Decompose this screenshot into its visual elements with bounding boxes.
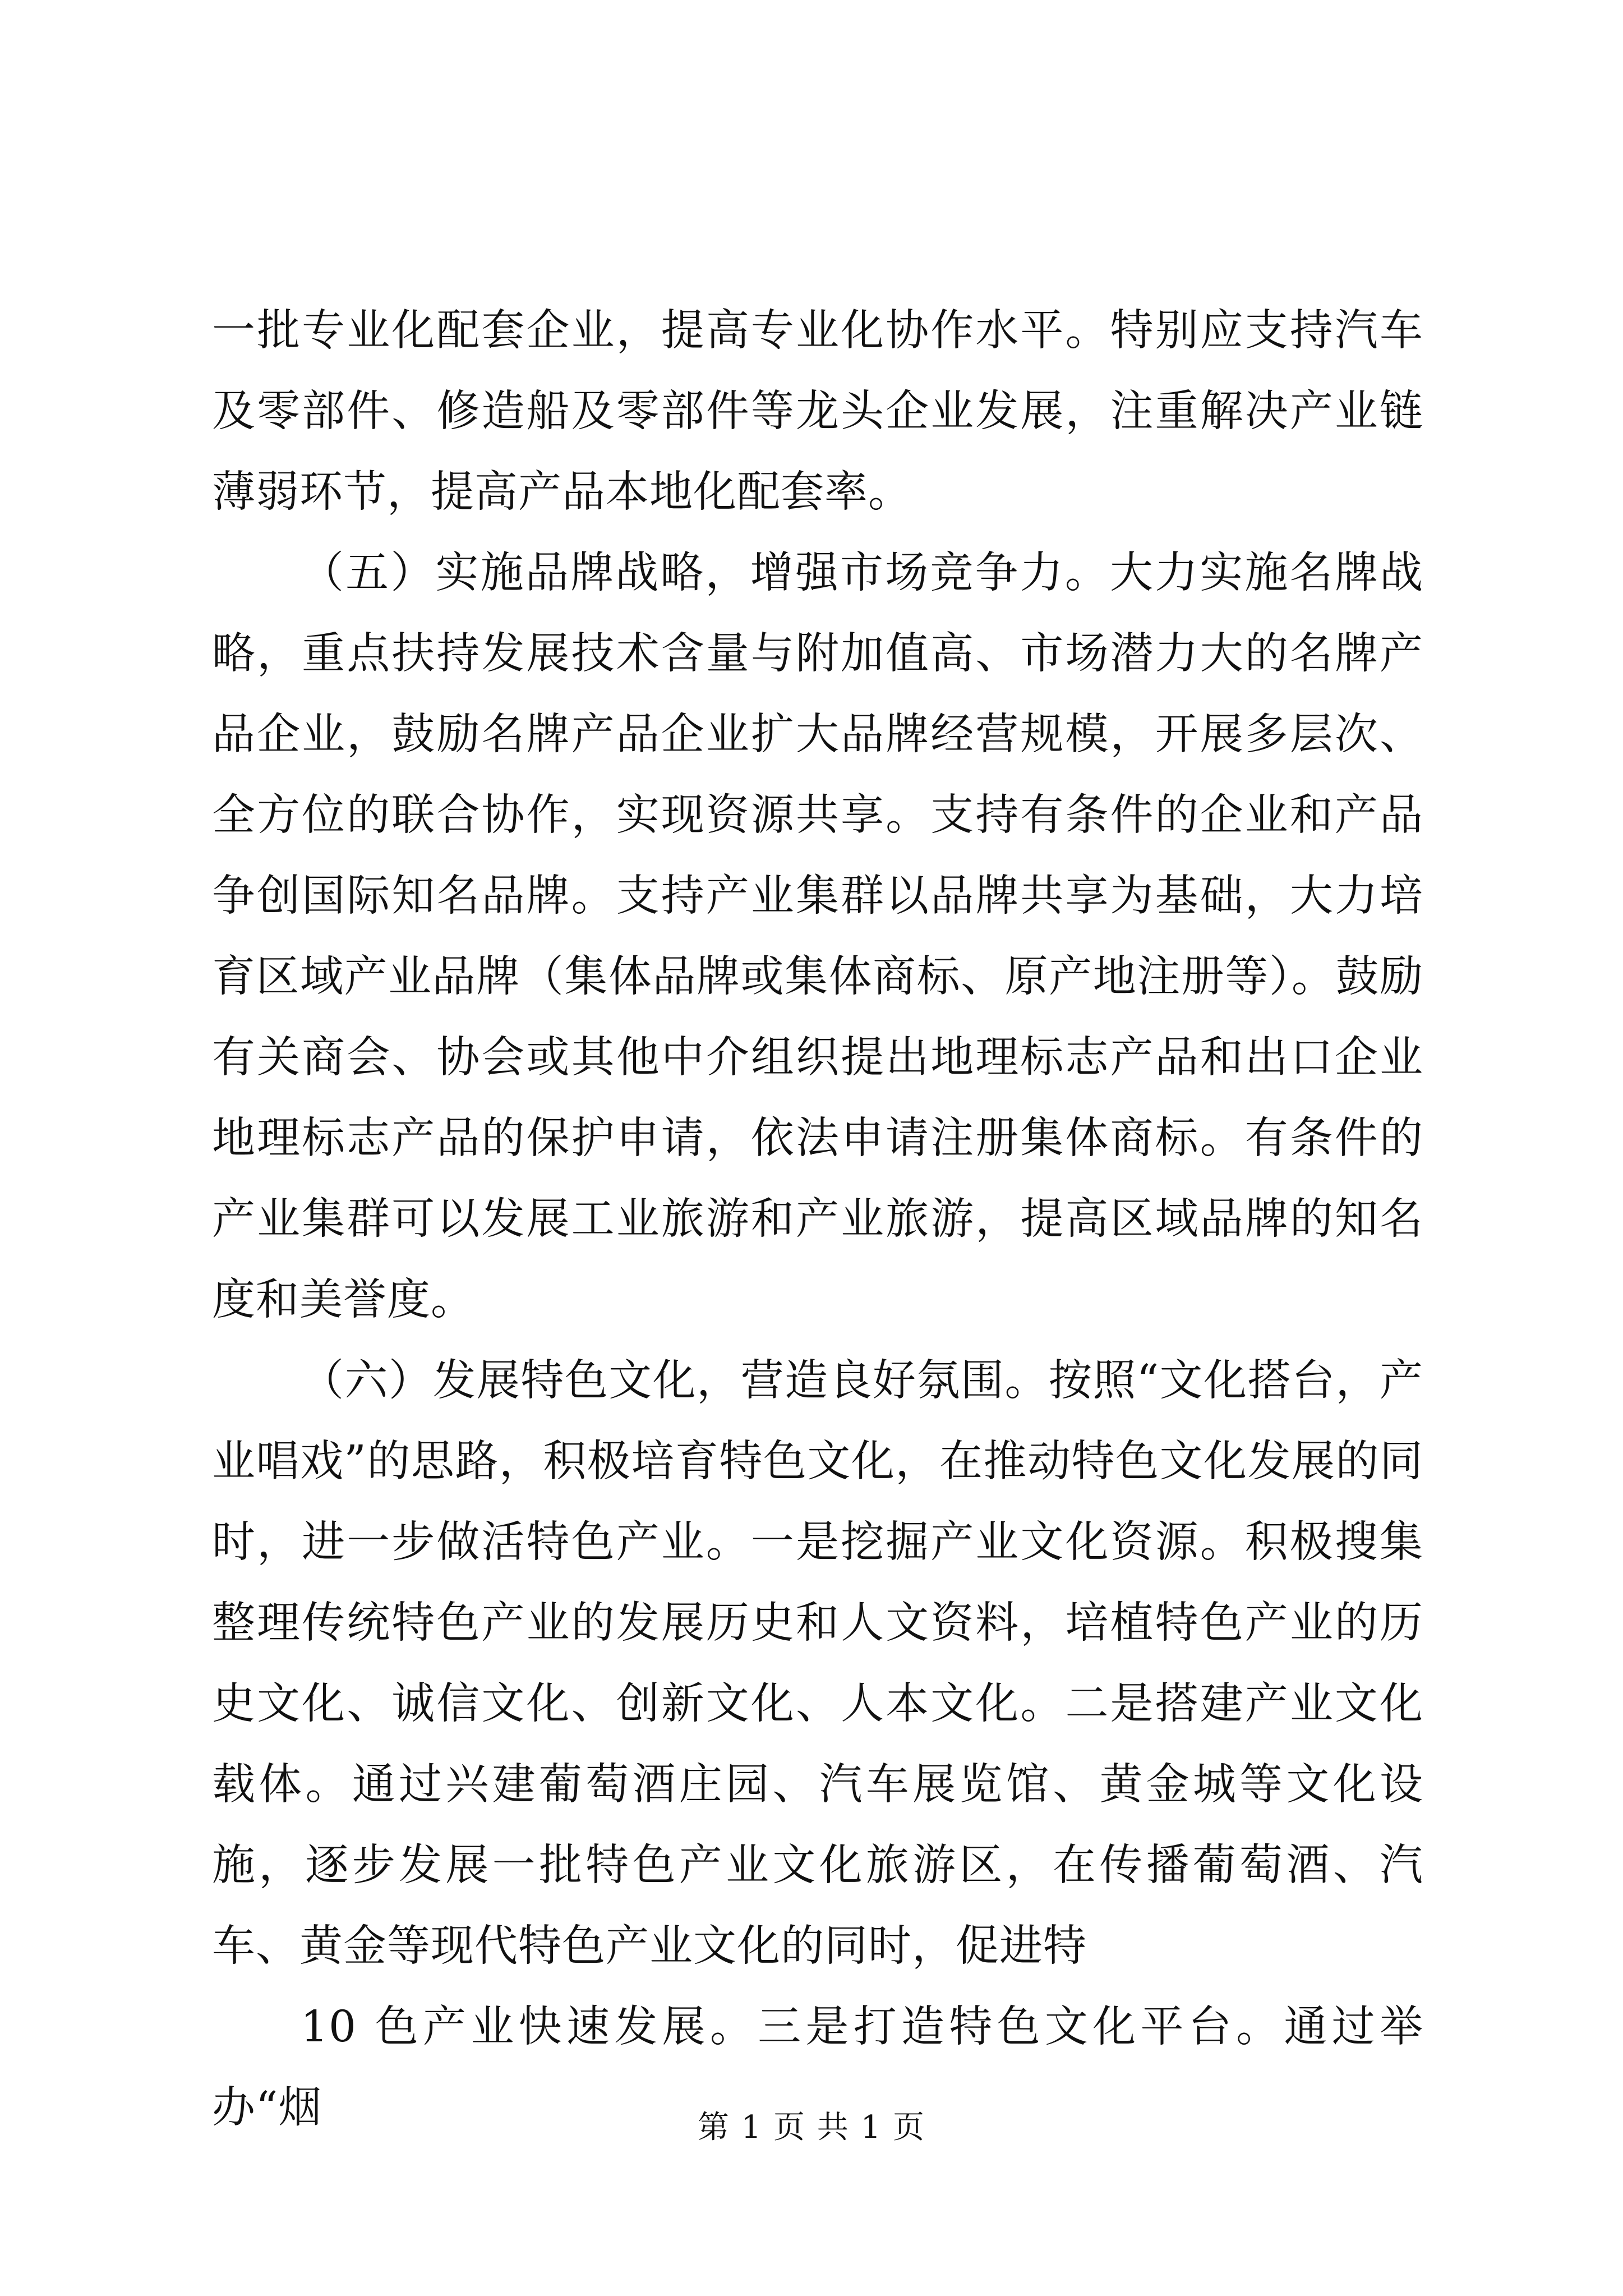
paragraph-culture: （六）发展特色文化，营造良好氛围。按照“文化搭台，产业唱戏”的思路，积极培育特色文化，在推动特色文化发展的同时，进一步做活特色产业。一是挖掘产业文化资源。积极搜集整理传统特色产业的发展历史和人文资料，培植特色产业的历史文化、诚信文化、创新文化、人本文化。二是搭建产业文化载体。通过兴建葡萄酒庄园、汽车展览馆、黄金城等文化设施，逐步发展一批特色产业文化旅游区，在传播葡萄酒、汽车、黄金等现代特色产业文化的同时，促进特	[212, 1356, 1423, 1971]
page-footer: 第 1 页 共 1 页	[697, 2109, 926, 2146]
document-body	[212, 291, 1423, 2148]
paragraph-continuation: 一批专业化配套企业，提高专业化协作水平。特别应支持汽车及零部件、修造船及零部件等龙头企业发展，注重解决产业链薄弱环节，提高产品本地化配套率。	[212, 306, 1423, 517]
paragraph-brand-strategy: （五）实施品牌战略，增强市场竞争力。大力实施名牌战略，重点扶持发展技术含量与附加值高、市场潜力大的名牌产品企业，鼓励名牌产品企业扩大品牌经营规模，开展多层次、全方位的联合协作，实现资源共享。支持有条件的企业和产品争创国际知名品牌。支持产业集群以品牌共享为基础，大力培育区域产业品牌（集体品牌或集体商标、原产地注册等）。鼓励有关商会、协会或其他中介组织提出地理标志产品和出口企业地理标志产品的保护申请，依法申请注册集体商标。有条件的产业集群可以发展工业旅游和产业旅游，提高区域品牌的知名度和美誉度。	[212, 548, 1423, 1325]
paragraph-fragment: 10 色产业快速发展。三是打造特色文化平台。通过举办“烟	[212, 2002, 1423, 2133]
